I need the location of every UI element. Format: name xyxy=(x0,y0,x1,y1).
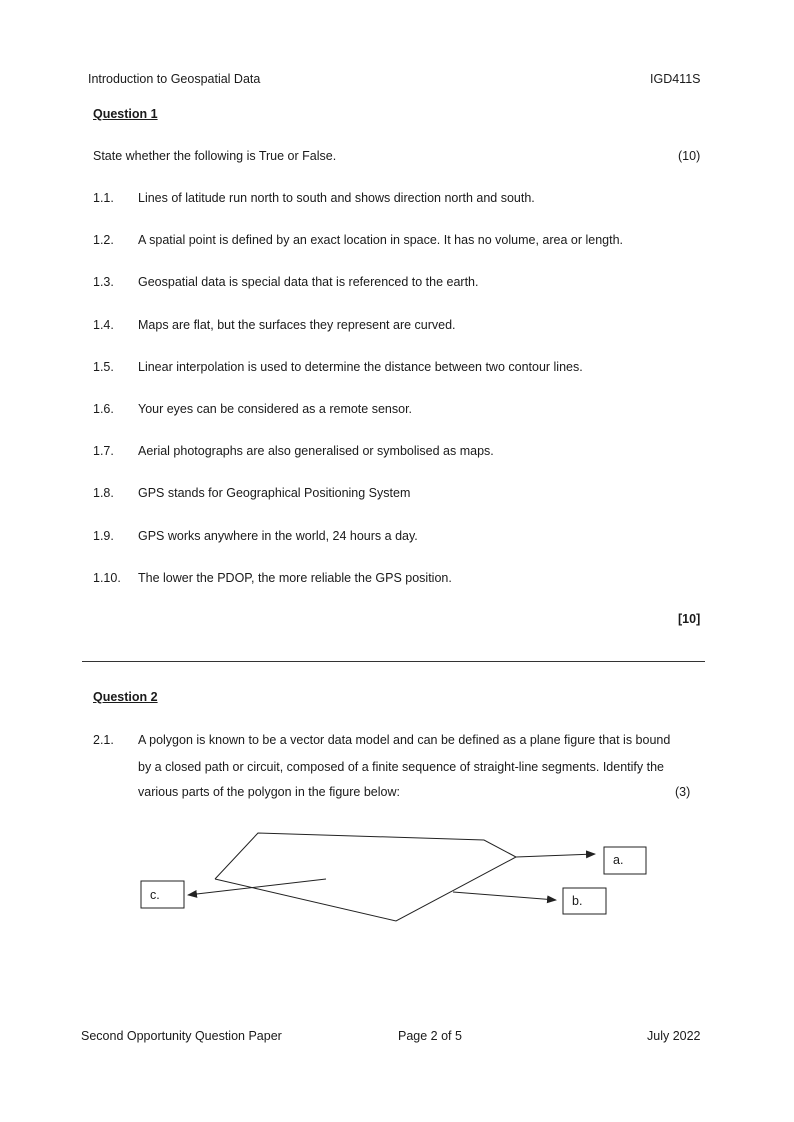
question2-item-number: 2.1. xyxy=(93,733,114,747)
course-title: Introduction to Geospatial Data xyxy=(88,72,261,86)
item-number: 1.5. xyxy=(93,359,114,374)
question1-marks: (10) xyxy=(678,149,701,163)
footer-left: Second Opportunity Question Paper xyxy=(81,1029,282,1043)
label-a: a. xyxy=(613,853,624,867)
question2-text-line-1: A polygon is known to be a vector data model and can be defined as a plane figure that is bound xyxy=(138,733,671,747)
item-number: 1.4. xyxy=(93,317,114,332)
item-number: 1.7. xyxy=(93,444,114,459)
course-code: IGD411S xyxy=(650,72,701,86)
item-statement: Your eyes can be considered as a remote sensor. xyxy=(138,402,413,416)
item-statement: Linear interpolation is used to determine the distance between two contour lines. xyxy=(138,359,583,374)
arrow-to-c xyxy=(188,879,326,895)
label-box-a xyxy=(604,847,646,874)
question1-instruction: State whether the following is True or False. xyxy=(93,149,337,163)
label-c: c. xyxy=(150,888,160,902)
question2-text-line-3: various parts of the polygon in the figure below: xyxy=(138,785,400,799)
item-statement: The lower the PDOP, the more reliable the GPS position. xyxy=(138,570,452,585)
label-b: b. xyxy=(572,894,583,908)
item-number: 1.10. xyxy=(93,570,121,585)
item-statement: Maps are flat, but the surfaces they represent are curved. xyxy=(138,317,456,332)
polygon-outline xyxy=(215,833,516,921)
footer-page-number: Page 2 of 5 xyxy=(398,1029,462,1043)
item-number: 1.8. xyxy=(93,486,114,501)
item-number: 1.6. xyxy=(93,402,114,416)
item-statement: GPS works anywhere in the world, 24 hours a day. xyxy=(138,528,418,543)
question1-heading: Question 1 xyxy=(93,107,158,121)
label-box-b xyxy=(563,888,606,914)
item-statement: GPS stands for Geographical Positioning System xyxy=(138,486,411,501)
question2-heading: Question 2 xyxy=(93,690,158,704)
item-number: 1.1. xyxy=(93,191,114,205)
arrow-to-b xyxy=(453,892,556,900)
item-number: 1.2. xyxy=(93,233,114,248)
footer-date: July 2022 xyxy=(647,1029,701,1043)
item-statement: Lines of latitude run north to south and shows direction north and south. xyxy=(138,191,535,205)
item-number: 1.3. xyxy=(93,275,114,290)
arrow-to-a xyxy=(516,854,595,857)
question1-total: [10] xyxy=(678,612,701,626)
item-statement: Geospatial data is special data that is referenced to the earth. xyxy=(138,275,479,290)
question2-text-line-2: by a closed path or circuit, composed of a finite sequence of straight-line segments. Identify the xyxy=(138,760,664,774)
item-statement: Aerial photographs are also generalised or symbolised as maps. xyxy=(138,444,494,459)
item-statement: A spatial point is defined by an exact location in space. It has no volume, area or length. xyxy=(138,233,624,248)
label-box-c xyxy=(141,881,184,908)
question2-marks: (3) xyxy=(675,785,691,799)
item-number: 1.9. xyxy=(93,528,114,543)
